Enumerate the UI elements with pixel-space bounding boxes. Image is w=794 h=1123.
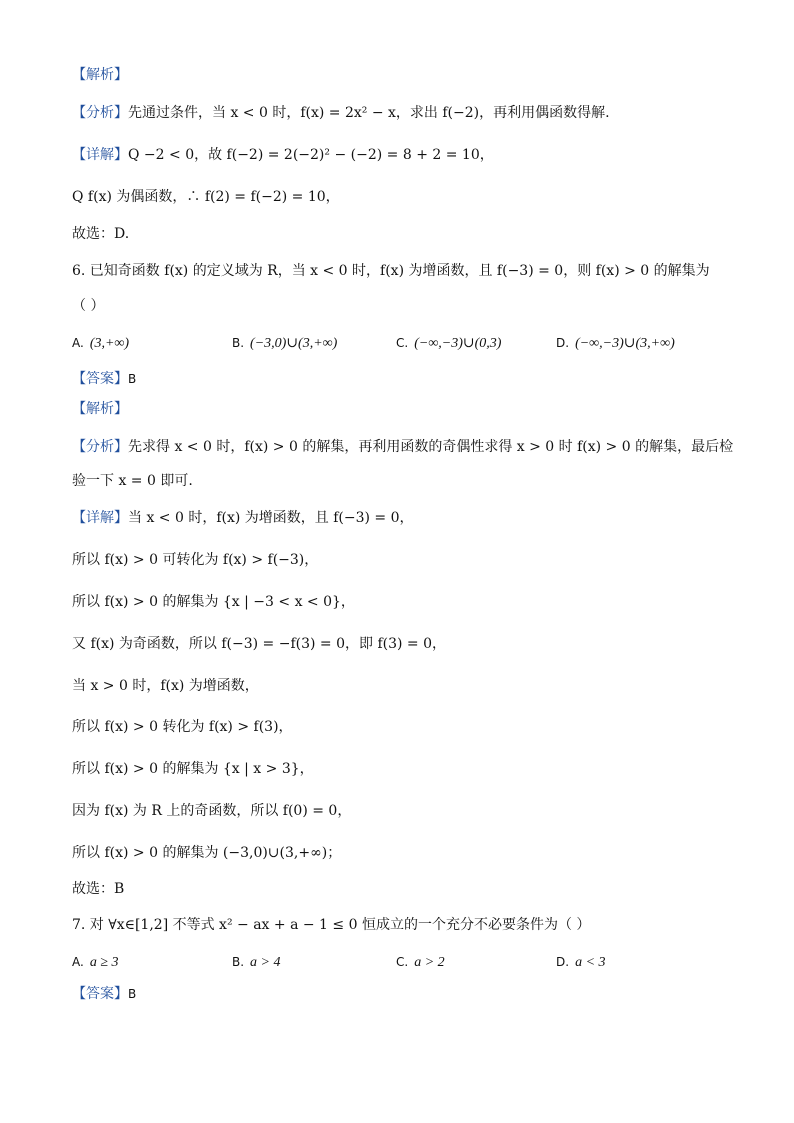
q6-option-a: A. (3,+∞) — [72, 336, 130, 351]
detail-text: Q −2 < 0，故 f(−2) = 2(−2)² − (−2) = 8 + 2 = 10， — [128, 147, 494, 163]
analysis-text: 先通过条件，当 x < 0 时，f(x) = 2x² − x，求出 f(−2)，再利用偶函数得解. — [128, 105, 610, 121]
q6-detail-line4: 又 f(x) 为奇函数，所以 f(−3) = −f(3) = 0，即 f(3) = 0， — [72, 636, 447, 652]
answer-value: B — [128, 987, 137, 1001]
answer-tag: 【答案】 — [72, 986, 128, 1002]
q5-analysis — [72, 102, 734, 124]
q6-option-c: C. (−∞,−3)∪(0,3) — [396, 336, 502, 351]
q6-option-b: B. (−3,0)∪(3,+∞) — [232, 336, 338, 351]
answer-tag: 【答案】 — [72, 371, 128, 387]
q7-answer — [72, 983, 734, 1005]
q7-stem: 7. 对 ∀x∈[1,2] 不等式 x² − ax + a − 1 ≤ 0 恒成立的一个充分不必要条件为（ ） — [72, 917, 591, 933]
analysis-tag: 【分析】 — [72, 439, 128, 455]
q7-option-c: C. a > 2 — [396, 955, 445, 970]
analysis-heading-2: 【解析】 — [72, 401, 128, 417]
detail-text: 当 x < 0 时，f(x) 为增函数，且 f(−3) = 0， — [128, 510, 414, 526]
analysis-tag: 【分析】 — [72, 105, 128, 121]
q6-analysis-line1 — [72, 436, 734, 458]
detail-tag: 【详解】 — [72, 510, 128, 526]
q6-detail-line1 — [72, 507, 734, 529]
q6-detail-line9: 所以 f(x) > 0 的解集为 (−3,0)∪(3,+∞)； — [72, 845, 342, 861]
q6-detail-line2: 所以 f(x) > 0 可转化为 f(x) > f(−3)， — [72, 552, 319, 568]
answer-value: B — [128, 372, 137, 386]
q6-option-d: D. (−∞,−3)∪(3,+∞) — [556, 336, 675, 351]
q6-detail-line8: 因为 f(x) 为 R 上的奇函数，所以 f(0) = 0， — [72, 803, 352, 819]
q6-detail-line6: 所以 f(x) > 0 转化为 f(x) > f(3)， — [72, 719, 293, 735]
q7-option-d: D. a < 3 — [556, 955, 606, 970]
q6-stem-line1: 6. 已知奇函数 f(x) 的定义域为 R，当 x < 0 时，f(x) 为增函数，且 f(−3) = 0，则 f(x) > 0 的解集为 — [72, 263, 710, 279]
q6-answer — [72, 368, 734, 390]
q7-option-a: A. a ≥ 3 — [72, 955, 119, 970]
q5-detail-line2: Q f(x) 为偶函数，∴ f(2) = f(−2) = 10， — [72, 189, 340, 205]
analysis-text: 先求得 x < 0 时，f(x) > 0 的解集，再利用函数的奇偶性求得 x > 0 时 f(x) > 0 的解集，最后检 — [128, 439, 734, 455]
q6-choice: 故选：B — [72, 881, 125, 897]
detail-tag: 【详解】 — [72, 147, 128, 163]
q5-detail-line1 — [72, 144, 734, 166]
q5-choice: 故选：D. — [72, 226, 130, 242]
q6-detail-line7: 所以 f(x) > 0 的解集为 {x | x > 3}， — [72, 761, 314, 777]
q6-stem-line2: （ ） — [72, 298, 105, 314]
analysis-heading: 【解析】 — [72, 67, 128, 83]
q6-detail-line3: 所以 f(x) > 0 的解集为 {x | −3 < x < 0}， — [72, 594, 355, 610]
q6-detail-line5: 当 x > 0 时，f(x) 为增函数， — [72, 678, 259, 694]
q6-analysis-line2: 验一下 x = 0 即可. — [72, 473, 193, 489]
q7-option-b: B. a > 4 — [232, 955, 281, 970]
